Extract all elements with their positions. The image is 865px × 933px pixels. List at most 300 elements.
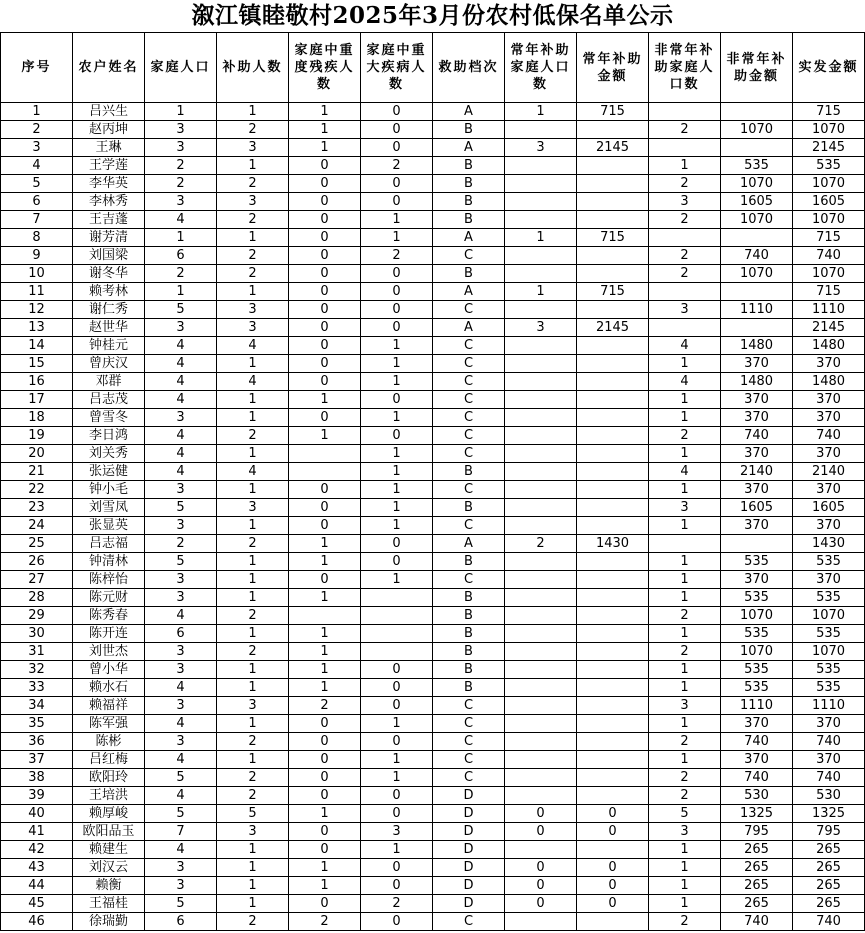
table-cell: 2	[505, 535, 577, 553]
table-cell: 1	[649, 895, 721, 913]
table-cell	[361, 643, 433, 661]
table-cell: 795	[793, 823, 865, 841]
table-cell: 370	[721, 391, 793, 409]
table-cell: 1	[217, 859, 289, 877]
table-cell: 1	[505, 283, 577, 301]
table-cell: 715	[577, 229, 649, 247]
table-cell: B	[433, 625, 505, 643]
table-cell: 0	[289, 481, 361, 499]
table-cell	[505, 301, 577, 319]
table-row	[1, 625, 865, 643]
table-cell: 1	[361, 463, 433, 481]
table-cell: 张运健	[73, 463, 145, 481]
table-cell: 21	[1, 463, 73, 481]
table-cell: 370	[793, 391, 865, 409]
table-cell: 1070	[793, 211, 865, 229]
table-row	[1, 841, 865, 859]
table-cell: 1	[505, 229, 577, 247]
table-cell: 795	[721, 823, 793, 841]
table-cell: 265	[793, 895, 865, 913]
table-cell: 陈元财	[73, 589, 145, 607]
table-cell	[505, 553, 577, 571]
table-cell: 4	[145, 841, 217, 859]
table-cell: 刘雪凤	[73, 499, 145, 517]
table-cell: 0	[361, 193, 433, 211]
table-cell	[505, 337, 577, 355]
page-title: 溆江镇睦敬村2025年3月份农村低保名单公示	[191, 2, 674, 29]
table-row	[1, 679, 865, 697]
table-cell: 李林秀	[73, 193, 145, 211]
table-cell: 715	[793, 229, 865, 247]
table-cell: D	[433, 841, 505, 859]
table-cell: 3	[145, 409, 217, 427]
table-cell: 1110	[721, 697, 793, 715]
table-cell: 4	[145, 445, 217, 463]
table-cell: 1	[217, 589, 289, 607]
table-cell: 37	[1, 751, 73, 769]
table-cell: 2	[1, 121, 73, 139]
table-cell: 3	[217, 139, 289, 157]
table-cell: 15	[1, 355, 73, 373]
table-cell	[505, 715, 577, 733]
table-cell	[577, 193, 649, 211]
table-cell: 3	[649, 193, 721, 211]
table-cell: 1	[505, 103, 577, 121]
table-cell: 陈军强	[73, 715, 145, 733]
table-cell	[505, 913, 577, 931]
table-cell: 1	[217, 391, 289, 409]
table-cell: C	[433, 337, 505, 355]
table-cell: 1	[361, 751, 433, 769]
table-cell: 0	[289, 229, 361, 247]
table-cell: 1	[361, 481, 433, 499]
table-cell: 2140	[793, 463, 865, 481]
table-cell: 370	[793, 517, 865, 535]
table-row	[1, 571, 865, 589]
table-cell: 1	[1, 103, 73, 121]
table-cell: 1	[361, 229, 433, 247]
table-cell: 王琳	[73, 139, 145, 157]
table-cell	[505, 373, 577, 391]
table-cell: 0	[361, 103, 433, 121]
table-cell: 张显英	[73, 517, 145, 535]
table-cell	[505, 463, 577, 481]
table-cell: 1	[361, 715, 433, 733]
table-cell: 1070	[721, 265, 793, 283]
table-cell: 370	[721, 715, 793, 733]
table-cell: 0	[361, 139, 433, 157]
table-cell	[577, 247, 649, 265]
table-row	[1, 211, 865, 229]
table-cell: 曾庆汉	[73, 355, 145, 373]
table-cell: 吕志福	[73, 535, 145, 553]
table-cell: 740	[721, 247, 793, 265]
table-cell: 1	[217, 877, 289, 895]
table-cell: 赖衡	[73, 877, 145, 895]
table-cell	[577, 661, 649, 679]
table-cell: 0	[361, 661, 433, 679]
table-cell: 1	[361, 769, 433, 787]
table-cell: 20	[1, 445, 73, 463]
table-cell: 1	[289, 535, 361, 553]
table-cell: 1	[289, 661, 361, 679]
table-cell: 1110	[793, 697, 865, 715]
table-cell: 1605	[721, 499, 793, 517]
table-cell	[721, 535, 793, 553]
table-cell	[505, 517, 577, 535]
table-cell: 3	[145, 121, 217, 139]
table-cell: 370	[793, 751, 865, 769]
table-cell: 740	[793, 913, 865, 931]
table-cell: 6	[1, 193, 73, 211]
table-cell: 王学莲	[73, 157, 145, 175]
table-cell: 4	[145, 607, 217, 625]
table-cell: 3	[505, 319, 577, 337]
column-header: 补助人数	[217, 33, 289, 103]
table-cell: 370	[721, 445, 793, 463]
table-cell: 2	[217, 175, 289, 193]
table-cell: B	[433, 607, 505, 625]
table-cell: 370	[793, 481, 865, 499]
table-cell: 0	[577, 805, 649, 823]
table-cell: 13	[1, 319, 73, 337]
table-cell: 0	[289, 373, 361, 391]
table-row	[1, 823, 865, 841]
table-cell: 3	[145, 859, 217, 877]
table-cell: 265	[721, 841, 793, 859]
column-header: 救助档次	[433, 33, 505, 103]
table-cell: 34	[1, 697, 73, 715]
table-cell	[577, 607, 649, 625]
table-cell	[577, 121, 649, 139]
table-row	[1, 373, 865, 391]
table-cell: 1	[217, 571, 289, 589]
table-cell: 1	[289, 679, 361, 697]
table-cell: 0	[289, 751, 361, 769]
table-cell: 370	[721, 481, 793, 499]
table-cell	[649, 283, 721, 301]
table-cell	[577, 481, 649, 499]
table-cell: 2	[649, 733, 721, 751]
table-cell: 535	[721, 589, 793, 607]
table-row	[1, 805, 865, 823]
table-row	[1, 499, 865, 517]
table-cell: D	[433, 805, 505, 823]
table-cell: 5	[145, 805, 217, 823]
table-cell: 4	[145, 679, 217, 697]
table-cell: 王培洪	[73, 787, 145, 805]
table-cell: 3	[649, 823, 721, 841]
table-cell: 2	[649, 211, 721, 229]
column-header: 家庭人口	[145, 33, 217, 103]
table-cell	[505, 697, 577, 715]
table-cell: 1	[361, 373, 433, 391]
table-cell: 谢冬华	[73, 265, 145, 283]
table-cell: 3	[217, 823, 289, 841]
table-cell: 1	[649, 157, 721, 175]
table-cell	[505, 607, 577, 625]
table-cell: 0	[361, 553, 433, 571]
table-cell: A	[433, 229, 505, 247]
table-cell: 1070	[721, 211, 793, 229]
table-cell	[721, 283, 793, 301]
table-cell: 1	[217, 283, 289, 301]
table-cell	[577, 751, 649, 769]
table-cell: 3	[145, 877, 217, 895]
table-cell: 1	[289, 805, 361, 823]
table-cell: 1	[649, 553, 721, 571]
table-cell: 1	[217, 517, 289, 535]
table-cell	[361, 607, 433, 625]
table-row	[1, 877, 865, 895]
table-cell: 2	[289, 697, 361, 715]
table-cell: 265	[721, 895, 793, 913]
table-cell: 0	[289, 283, 361, 301]
table-cell: 1	[217, 355, 289, 373]
table-cell: 3	[145, 139, 217, 157]
table-cell: 钟清林	[73, 553, 145, 571]
table-cell: 0	[361, 787, 433, 805]
column-header: 常年补助家庭人口数	[505, 33, 577, 103]
table-cell: 3	[145, 517, 217, 535]
table-cell: 715	[577, 103, 649, 121]
table-cell	[577, 571, 649, 589]
table-cell: 1325	[721, 805, 793, 823]
table-cell: 0	[289, 409, 361, 427]
table-cell: 2	[649, 265, 721, 283]
table-cell: 265	[721, 859, 793, 877]
table-cell: 740	[721, 427, 793, 445]
table-cell: 0	[361, 427, 433, 445]
table-cell: 1070	[793, 121, 865, 139]
table-row	[1, 121, 865, 139]
table-cell	[577, 787, 649, 805]
table-cell	[577, 769, 649, 787]
table-cell: 0	[361, 265, 433, 283]
table-cell: 265	[793, 877, 865, 895]
table-row	[1, 139, 865, 157]
table-cell: 谢仁秀	[73, 301, 145, 319]
table-cell	[577, 157, 649, 175]
table-cell: 0	[289, 823, 361, 841]
table-cell: 1070	[721, 607, 793, 625]
table-cell: C	[433, 733, 505, 751]
table-cell: 0	[361, 283, 433, 301]
table-cell: 370	[721, 571, 793, 589]
table-cell: 0	[361, 535, 433, 553]
table-cell: 715	[793, 283, 865, 301]
table-cell: 欧阳品玉	[73, 823, 145, 841]
table-cell: 1	[145, 283, 217, 301]
table-cell: 370	[793, 355, 865, 373]
table-cell: 0	[289, 301, 361, 319]
table-cell	[577, 715, 649, 733]
table-cell	[577, 337, 649, 355]
table-cell: 1	[289, 427, 361, 445]
table-cell: 14	[1, 337, 73, 355]
table-cell: 1	[361, 499, 433, 517]
table-cell: 3	[217, 301, 289, 319]
table-row	[1, 463, 865, 481]
table-cell	[505, 193, 577, 211]
table-cell	[505, 679, 577, 697]
table-cell: 1	[649, 625, 721, 643]
table-cell: C	[433, 913, 505, 931]
table-cell: 1	[217, 157, 289, 175]
table-cell: 邓群	[73, 373, 145, 391]
table-cell: 4	[145, 373, 217, 391]
table-cell: 2	[217, 427, 289, 445]
table-cell: B	[433, 589, 505, 607]
table-cell	[505, 733, 577, 751]
table-cell: D	[433, 895, 505, 913]
table-cell: A	[433, 535, 505, 553]
table-cell: B	[433, 211, 505, 229]
table-cell: 39	[1, 787, 73, 805]
table-cell: 1	[649, 715, 721, 733]
table-cell: 1	[217, 751, 289, 769]
table-cell: 赖考林	[73, 283, 145, 301]
table-cell: 1	[217, 715, 289, 733]
table-cell: 4	[1, 157, 73, 175]
table-cell: 740	[793, 769, 865, 787]
table-cell: 陈梓怡	[73, 571, 145, 589]
table-cell: 0	[289, 193, 361, 211]
table-cell: 刘汉云	[73, 859, 145, 877]
table-cell: 王福桂	[73, 895, 145, 913]
table-cell: 3	[505, 139, 577, 157]
table-cell: 陈开连	[73, 625, 145, 643]
table-cell: 0	[505, 859, 577, 877]
table-cell: 1	[217, 553, 289, 571]
table-row	[1, 733, 865, 751]
table-cell	[577, 373, 649, 391]
table-cell: C	[433, 355, 505, 373]
table-cell: 1	[649, 751, 721, 769]
table-cell: 2145	[793, 319, 865, 337]
table-cell	[721, 229, 793, 247]
table-cell: 3	[649, 301, 721, 319]
table-cell: 1	[289, 589, 361, 607]
table-row	[1, 247, 865, 265]
table-cell: 0	[289, 337, 361, 355]
table-cell: 0	[361, 301, 433, 319]
table-cell: 1	[649, 571, 721, 589]
table-row	[1, 697, 865, 715]
table-cell: 1	[361, 517, 433, 535]
table-row	[1, 553, 865, 571]
table-cell: 535	[793, 589, 865, 607]
table-cell: 4	[145, 463, 217, 481]
table-cell: 5	[145, 553, 217, 571]
table-cell: D	[433, 859, 505, 877]
table-cell: 24	[1, 517, 73, 535]
table-cell: 0	[577, 823, 649, 841]
table-cell: 谢芳清	[73, 229, 145, 247]
table-cell: 0	[577, 877, 649, 895]
table-row	[1, 319, 865, 337]
table-cell	[649, 103, 721, 121]
table-cell: 530	[793, 787, 865, 805]
table-cell	[577, 427, 649, 445]
table-cell: 5	[217, 805, 289, 823]
table-cell: 25	[1, 535, 73, 553]
table-cell: 2	[649, 913, 721, 931]
table-cell: 7	[145, 823, 217, 841]
table-cell: 535	[793, 679, 865, 697]
table-cell: 3	[649, 697, 721, 715]
table-cell: 265	[793, 859, 865, 877]
table-cell: 370	[793, 571, 865, 589]
table-cell: 530	[721, 787, 793, 805]
table-cell	[649, 139, 721, 157]
table-cell	[505, 355, 577, 373]
table-cell: 1	[649, 859, 721, 877]
table-cell: 1	[289, 859, 361, 877]
table-cell: 0	[505, 895, 577, 913]
table-cell: 1	[289, 553, 361, 571]
table-cell: 2	[649, 607, 721, 625]
table-cell: 1	[217, 625, 289, 643]
table-cell: 2	[217, 607, 289, 625]
table-cell	[577, 697, 649, 715]
table-cell: 李华英	[73, 175, 145, 193]
table-row	[1, 895, 865, 913]
table-cell: 1	[361, 211, 433, 229]
table-cell: 赵世华	[73, 319, 145, 337]
table-cell	[505, 769, 577, 787]
table-cell: 1	[361, 445, 433, 463]
column-header: 家庭中重度残疾人数	[289, 33, 361, 103]
table-cell: 3	[649, 499, 721, 517]
table-cell: 0	[505, 877, 577, 895]
table-row	[1, 103, 865, 121]
column-header: 实发金额	[793, 33, 865, 103]
table-cell: 43	[1, 859, 73, 877]
table-cell: 3	[145, 661, 217, 679]
column-header: 家庭中重大疾病人数	[361, 33, 433, 103]
table-cell	[505, 211, 577, 229]
table-cell: 0	[505, 805, 577, 823]
table-cell: B	[433, 553, 505, 571]
table-cell: C	[433, 481, 505, 499]
table-cell: 3	[145, 319, 217, 337]
table-row	[1, 751, 865, 769]
table-cell: 2	[217, 787, 289, 805]
table-cell: 0	[289, 355, 361, 373]
table-cell: 12	[1, 301, 73, 319]
table-cell: 1	[217, 445, 289, 463]
table-cell: 0	[361, 175, 433, 193]
table-cell: 1480	[721, 337, 793, 355]
table-row	[1, 859, 865, 877]
table-cell: 2	[217, 247, 289, 265]
table-cell	[505, 751, 577, 769]
table-cell: 370	[793, 715, 865, 733]
table-cell: 535	[793, 625, 865, 643]
table-cell: 1	[289, 643, 361, 661]
table-cell	[505, 481, 577, 499]
table-cell: 吕红梅	[73, 751, 145, 769]
table-cell	[505, 589, 577, 607]
table-cell: 4	[217, 337, 289, 355]
table-cell: 1	[649, 355, 721, 373]
table-cell: 4	[649, 373, 721, 391]
table-cell: B	[433, 157, 505, 175]
table-cell	[577, 463, 649, 481]
table-cell: 1	[649, 445, 721, 463]
table-cell: 1070	[793, 175, 865, 193]
